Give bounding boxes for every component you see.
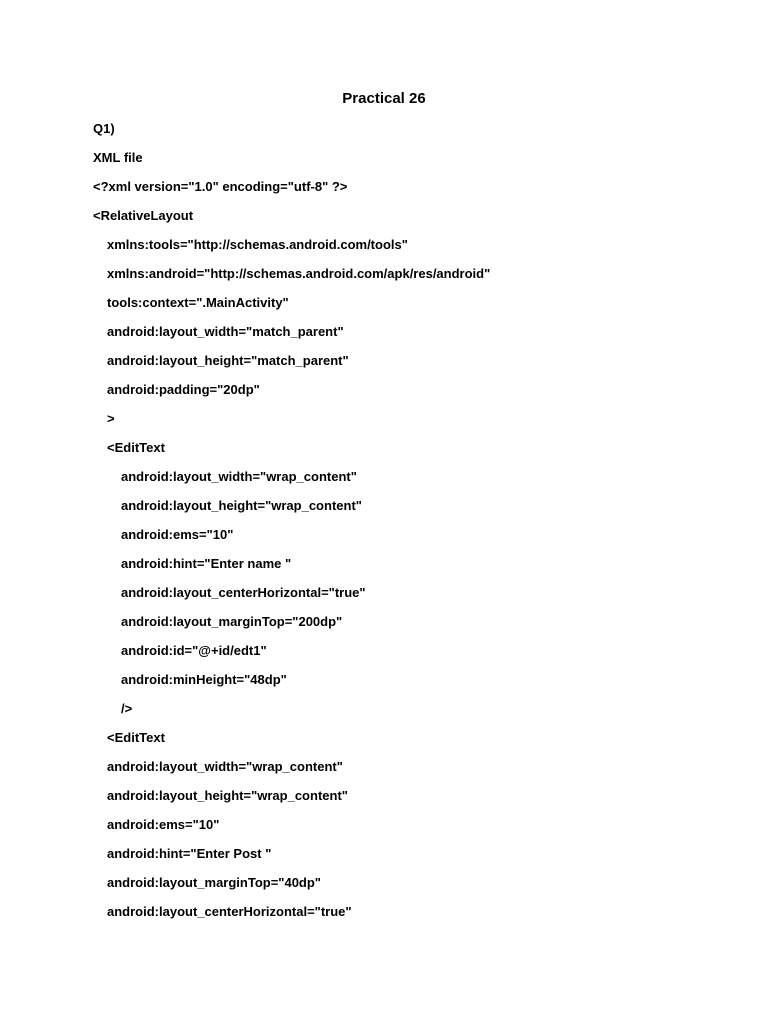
code-line: android:layout_centerHorizontal="true" bbox=[107, 904, 352, 919]
code-line: android:layout_marginTop="40dp" bbox=[107, 875, 321, 890]
code-line: xmlns:tools="http://schemas.android.com/tools" bbox=[107, 237, 408, 252]
code-line: tools:context=".MainActivity" bbox=[107, 295, 289, 310]
code-line: android:minHeight="48dp" bbox=[121, 672, 287, 687]
code-line: /> bbox=[121, 701, 133, 716]
code-line: android:ems="10" bbox=[107, 817, 220, 832]
code-line: <EditText bbox=[107, 730, 165, 745]
code-line: android:layout_marginTop="200dp" bbox=[121, 614, 343, 629]
code-line: xmlns:android="http://schemas.android.com/apk/res/android" bbox=[107, 266, 491, 281]
code-line: android:ems="10" bbox=[121, 527, 234, 542]
code-line: android:layout_centerHorizontal="true" bbox=[121, 585, 366, 600]
code-line: <?xml version="1.0" encoding="utf-8" ?> bbox=[93, 179, 348, 194]
code-line: android:layout_height="wrap_content" bbox=[121, 498, 362, 513]
code-line: android:layout_width="match_parent" bbox=[107, 324, 344, 339]
code-line: android:layout_width="wrap_content" bbox=[121, 469, 357, 484]
code-line: android:hint="Enter name " bbox=[121, 556, 292, 571]
code-line: android:layout_height="wrap_content" bbox=[107, 788, 348, 803]
code-line: <EditText bbox=[107, 440, 165, 455]
code-listing bbox=[0, 118, 768, 930]
code-line: android:padding="20dp" bbox=[107, 382, 260, 397]
page-title: Practical 26 bbox=[342, 90, 426, 107]
code-line: android:id="@+id/edt1" bbox=[121, 643, 267, 658]
code-line: android:layout_width="wrap_content" bbox=[107, 759, 343, 774]
code-line: <RelativeLayout bbox=[93, 208, 194, 223]
code-line: XML file bbox=[93, 150, 143, 165]
code-line: android:layout_height="match_parent" bbox=[107, 353, 349, 368]
code-line: android:hint="Enter Post " bbox=[107, 846, 272, 861]
code-line: Q1) bbox=[93, 121, 115, 136]
code-line: > bbox=[107, 411, 115, 426]
